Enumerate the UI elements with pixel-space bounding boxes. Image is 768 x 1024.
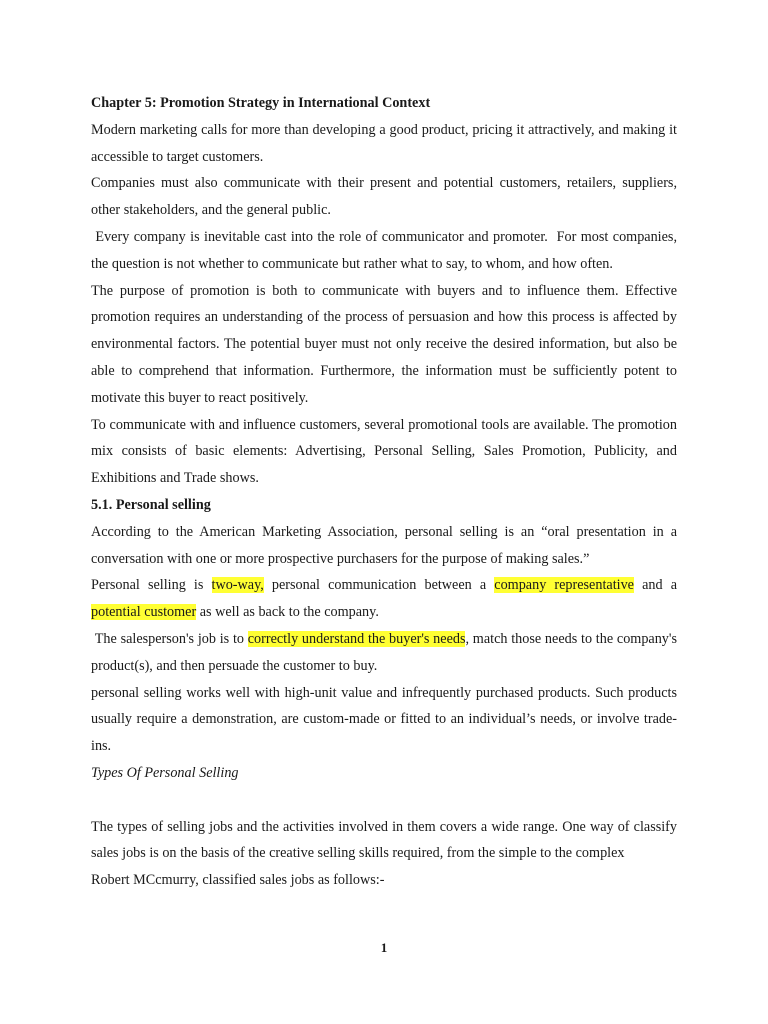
paragraph-high-unit-value: personal selling works well with high-unit value and infrequently purchased products. Such products usually require a demonstration, are custom-made or fitted to an individual’s needs, or involve trade-ins. (91, 684, 677, 755)
highlight-buyer-needs: correctly understand the buyer's needs (247, 630, 466, 647)
text-run: Personal selling is (91, 577, 212, 594)
section-title-personal-selling: 5.1. Personal selling (91, 496, 211, 513)
text-run: personal communication between a (263, 577, 495, 594)
paragraph-promotion-mix: To communicate with and influence customers, several promotional tools are available. The promotion mix consists of basic elements: Advertising, Personal Selling, Sales Promotion, Publicity, and Exhibitions and Trade shows. (91, 416, 677, 487)
text-run: and a (633, 577, 677, 594)
highlight-company-representative: company representative (494, 577, 634, 594)
subsection-title-types: Types Of Personal Selling (91, 764, 239, 781)
paragraph-two-way-communication (91, 572, 677, 626)
paragraph-ama-definition: According to the American Marketing Association, personal selling is an “oral presentation in a conversation with one or more prospective purchasers for the purpose of making sales.” (91, 523, 677, 567)
document-page (91, 90, 677, 894)
text-run: The salesperson's job is to (91, 630, 248, 647)
paragraph-purpose-of-promotion: The purpose of promotion is both to communicate with buyers and to influence them. Effective promotion requires an understanding of the process of persuasion and how this process is affected by environmental factors. The potential buyer must not only receive the desired information, but also be able to comprehend that information. Furthermore, the information must be sufficiently potent to motivate this buyer to react positively. (91, 282, 677, 406)
page-number: 1 (380, 940, 388, 955)
paragraph-companies-communicate: Companies must also communicate with their present and potential customers, retailers, suppliers, other stakeholders, and the general public. (91, 175, 677, 219)
paragraph-mccmurry: Robert MCcmurry, classified sales jobs as follows:- (91, 872, 385, 889)
paragraph-salesperson-job (91, 626, 677, 680)
highlight-two-way: two-way, (211, 577, 264, 594)
paragraph-modern-marketing: Modern marketing calls for more than developing a good product, pricing it attractively, and making it accessible to target customers. (91, 121, 677, 165)
text-run: as well as back to the company. (196, 604, 379, 621)
highlight-potential-customer: potential customer (91, 604, 197, 621)
text-run: , match those needs to the company's product(s), and then persuade the customer to buy. (91, 630, 677, 674)
paragraph-types-of-selling-jobs: The types of selling jobs and the activities involved in them covers a wide range. One way of classify sales jobs is on the basis of the creative selling skills required, from the simple to the complex (91, 818, 677, 862)
chapter-title: Chapter 5: Promotion Strategy in International Context (91, 95, 431, 111)
paragraph-every-company: Every company is inevitable cast into the role of communicator and promoter. For most companies, the question is not whether to communicate but rather what to say, to whom, and how often. (91, 228, 677, 272)
